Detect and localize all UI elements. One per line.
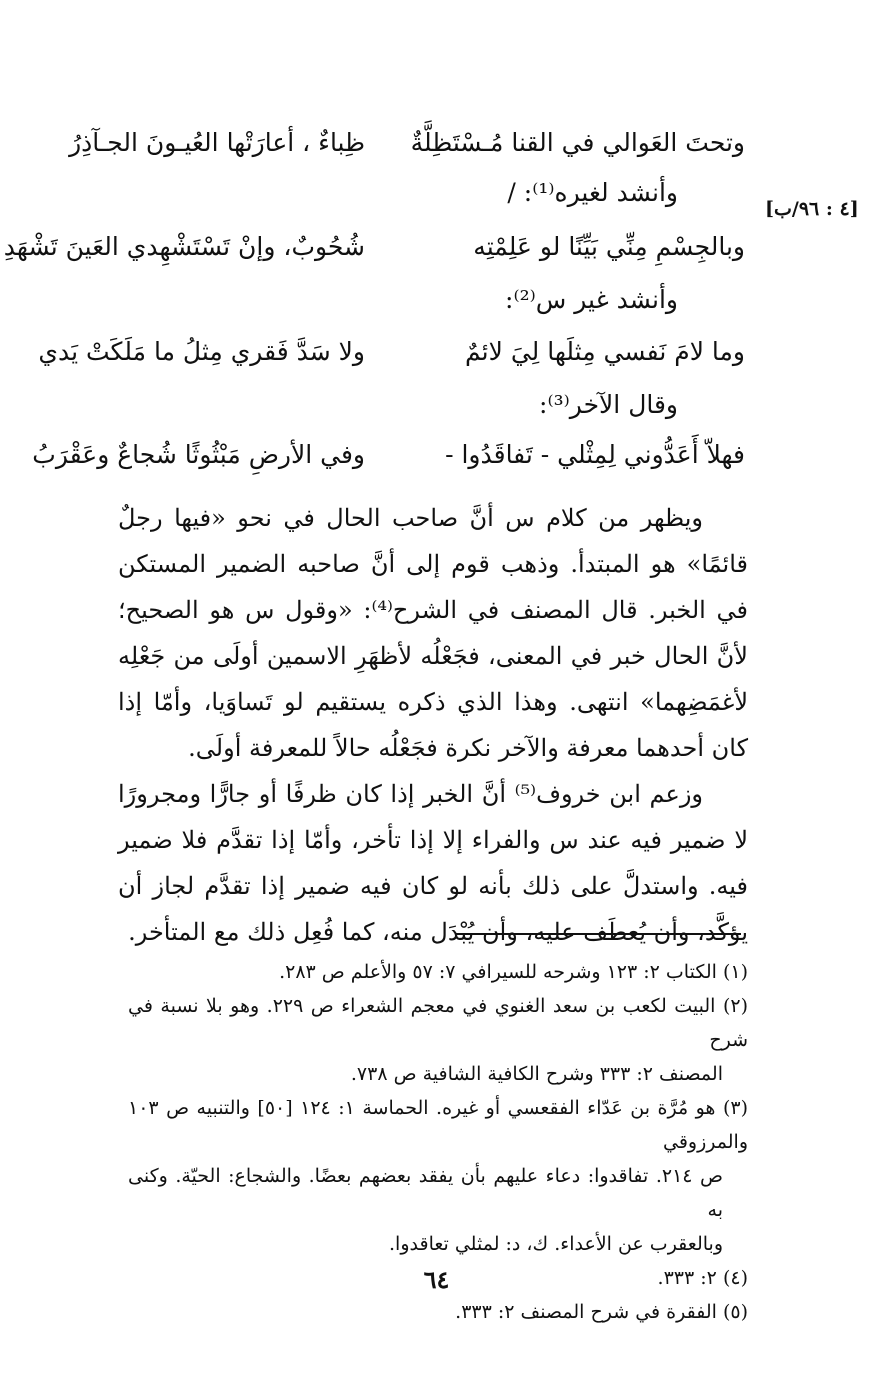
paragraph: ويظهر من كلام س أنَّ صاحب الحال في نحو «فيها رجلٌ قائمًا» هو المبتدأ. وذهب قوم إلى أنَّ صاحبه الضمير المستكن في الخبر. قال المصنف في الشرح⁽⁴⁾: «وقول س هو الصحيح؛ لأنَّ الحال خبر في المعنى، فجَعْلُه لأظهَرِ الاسمين أولَى من جَعْلِه لأغمَضِهما» انتهى. وهذا الذي ذكره يستقيم لو تَساوَيا، وأمّا إذا كان أحدهما معرفة والآخر نكرة فجَعْلُه حالاً للمعرفة أولَى. bbox=[118, 504, 749, 762]
verse-first-hemistich: وبالجِسْمِ مِنِّي بَيِّنًا لو عَلِمْتِه bbox=[473, 232, 745, 261]
verse-second-hemistich: ظِباءٌ ، أعارَتْها العُيـونَ الجـآذِرُ bbox=[69, 128, 365, 157]
footnote bbox=[128, 955, 748, 989]
verse-line bbox=[0, 440, 873, 490]
footnote bbox=[128, 1091, 748, 1261]
footnote bbox=[128, 989, 748, 1091]
footnote-text: ٢: ٣٣٣. bbox=[657, 1267, 717, 1289]
footnote-number: (٢) bbox=[722, 995, 748, 1017]
footnote-text: الفقرة في شرح المصنف ٢: ٣٣٣. bbox=[455, 1301, 717, 1323]
footnote bbox=[128, 1295, 748, 1329]
verse-intro: وقال الآخر⁽³⁾: bbox=[539, 390, 678, 419]
footnote-text: وبالعقرب عن الأعداء. ك، د: لمثلي تعاقدوا. bbox=[389, 1233, 723, 1255]
footnote-text: ص ٢١٤. تفاقدوا: دعاء عليهم بأن يفقد بعضهم بعضًا. والشجاع: الحيّة. وكنى به bbox=[128, 1165, 723, 1221]
verse-second-hemistich: شُحُوبٌ، وإنْ تَسْتَشْهِدي العَينَ تَشْهَدِ bbox=[3, 232, 365, 261]
footnote-number: (٤) bbox=[722, 1267, 748, 1289]
verse-second-hemistich: ولا سَدَّ فَقري مِثلُ ما مَلَكَتْ يَدي bbox=[38, 337, 365, 366]
footnote-text: البيت لكعب بن سعد الغنوي في معجم الشعراء ص ٢٢٩. وهو بلا نسبة في شرح bbox=[128, 995, 748, 1051]
verse-line bbox=[0, 337, 873, 387]
footnote-number: (٥) bbox=[722, 1301, 748, 1323]
footnote-text: هو مُرَّة بن عَدّاء الفقعسي أو غيره. الحماسة ١: ١٢٤ [٥٠] والتنبيه ص ١٠٣ والمرزوقي bbox=[128, 1097, 748, 1153]
paragraph: وزعم ابن خروف⁽⁵⁾ أنَّ الخبر إذا كان ظرفًا أو جارًّا ومجرورًا لا ضمير فيه عند س والفراء إلا إذا تأخر، وأمّا إذا تقدَّم فلا ضمير فيه. واستدلَّ على ذلك بأنه لو كان فيه ضمير إذا تقدَّم لجاز أن يؤكَّد، وأن يُعطَف عليه، وأن يُبْدَل منه، كما فُعِل ذلك مع المتأخر. bbox=[118, 780, 748, 946]
page-number: ٦٤ bbox=[423, 1265, 450, 1294]
footnote-text: المصنف ٢: ٣٣٣ وشرح الكافية الشافية ص ٧٣٨. bbox=[350, 1063, 723, 1085]
verse-second-hemistich: وفي الأرضِ مَبْثُوثًا شُجاعٌ وعَقْرَبُ bbox=[32, 440, 365, 469]
verse-intro: وأنشد لغيره⁽¹⁾: / bbox=[507, 178, 678, 207]
footnote-number: (١) bbox=[722, 961, 748, 983]
verse-intro: وأنشد غير س⁽²⁾: bbox=[505, 285, 678, 314]
verse-line bbox=[0, 232, 873, 282]
verse-first-hemistich: وما لامَ نَفسي مِثلَها لِيَ لائمٌ bbox=[465, 337, 745, 366]
manuscript-margin-reference: [٤ : ٩٦/ب] bbox=[765, 198, 859, 220]
footnote-separator bbox=[455, 933, 741, 935]
verse-first-hemistich: فهلاّ أَعَدُّوني لِمِثْلي - تَفاقَدُوا - bbox=[445, 440, 745, 469]
verse-line bbox=[0, 128, 873, 178]
verse-first-hemistich: وتحتَ العَوالي في القنا مُـسْتَظِلَّةٌ bbox=[410, 128, 745, 157]
body-text bbox=[118, 495, 748, 955]
footnote-number: (٣) bbox=[722, 1097, 748, 1119]
footnote-text: الكتاب ٢: ١٢٣ وشرحه للسيرافي ٧: ٥٧ والأعلم ص ٢٨٣. bbox=[279, 961, 717, 983]
